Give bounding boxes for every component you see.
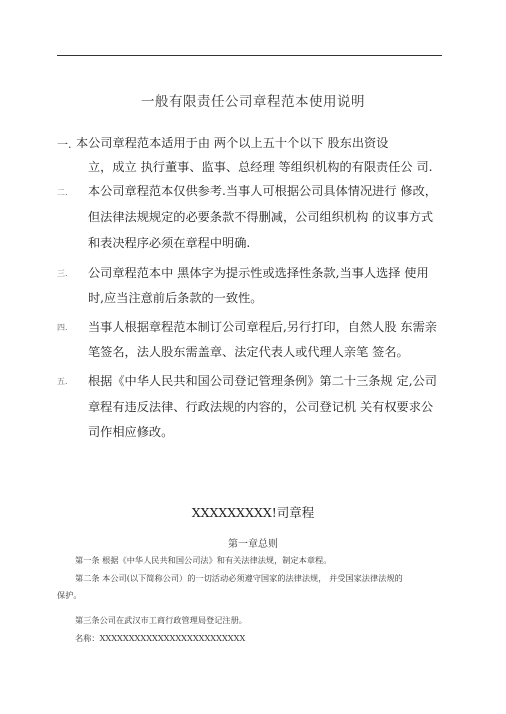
company-name-line: 名称：XXXXXXXXXXXXXXXXXXXXXXXXX <box>75 633 246 643</box>
item-line: 章程有违反法律、行政法规的内容的，公司登记机 关有权要求公 <box>88 400 434 414</box>
item-line: 公司章程范本中 黑体字为提示性或选择性条款,当事人选择 使用 <box>88 266 429 280</box>
item-number: 三. <box>57 269 68 278</box>
charter-title: XXXXXXXXX!司章程 <box>191 505 315 520</box>
page-title: 一般有限责任公司章程范本使用说明 <box>141 94 365 110</box>
item-number: 五. <box>57 377 68 386</box>
header-rule <box>57 55 442 56</box>
item-number: 四. <box>57 323 68 332</box>
item-number: 一. <box>57 138 72 151</box>
item-line: 笔签名，法人股东需盖章、法定代表人或代理人亲笔 签名。 <box>88 345 409 359</box>
item-line: 立，成立 执行董事、监事、总经理 等组织机构的有限责任公 司. <box>88 160 433 174</box>
item-line: 本公司章程范本适用于由 两个以上五十个以下 股东出资设 <box>76 136 389 150</box>
article-2: 第二条 本公司(以下简称公司）的一切活动必须遵守国家的法律法规， 并受国家法律法规的 <box>75 573 403 583</box>
item-line: 和表决程序必须在章程中明确. <box>88 236 251 250</box>
item-number: 二. <box>57 188 68 197</box>
item-line: 根据《中华人民共和国公司登记管理条例》第二十三条规 定,公司 <box>88 374 437 388</box>
article-2-continuation: 保护。 <box>57 590 82 600</box>
chapter-heading: 第一章总则 <box>228 539 278 550</box>
item-line: 司作相应修改。 <box>88 425 174 439</box>
item-line: 本公司章程范本仅供参考.当事人可根据公司具体情况进行 修改， <box>88 184 437 198</box>
item-line: 时,应当注意前后条款的一致性。 <box>88 291 263 305</box>
item-line: 当事人根据章程范本制订公司章程后,另行打印，自然人股 东需亲 <box>88 320 437 334</box>
article-1: 第一条 根据《中华人民共和国公司法》和有关法律法规，制定本章程。 <box>75 555 332 565</box>
item-line: 但法律法规规定的必要条款不得删减，公司组织机构 的议事方式 <box>88 210 434 224</box>
article-3: 第三条公司在武汉市工商行政管理局登记注册。 <box>75 615 247 625</box>
